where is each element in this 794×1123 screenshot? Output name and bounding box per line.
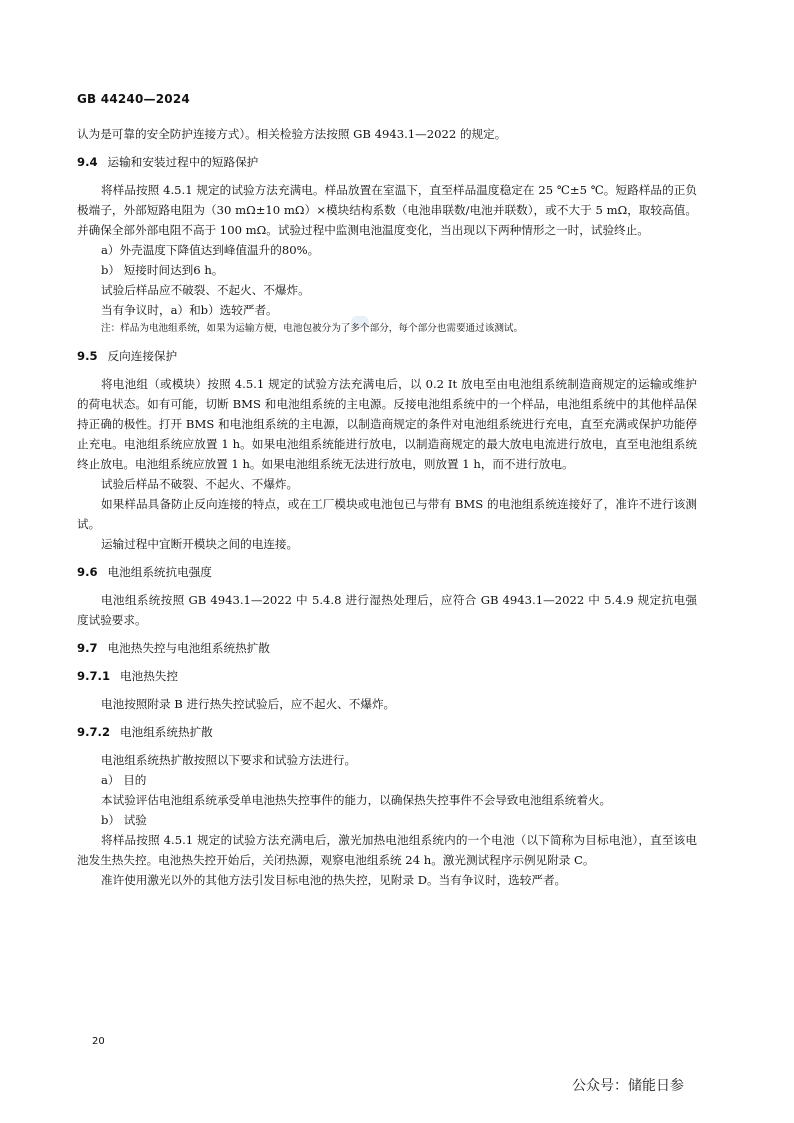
standard-code: GB 44240—2024 [77,92,190,106]
note-text: 注：样品为电池组系统，如果为运输方便，电池包被分为了多个部分，每个部分也需要通过该测试。 [101,323,524,334]
section-heading [77,722,697,742]
paragraph: 认为是可靠的安全防护连接方式）。相关检验方法按照 GB 4943.1—2022 的规定。 [77,127,507,141]
document-body [77,124,697,890]
page-number: 20 [92,1036,105,1047]
section-title: 反向连接保护 [107,349,178,363]
section-number: 9.5 [77,349,98,363]
section-number: 9.7.2 [77,725,111,739]
section-heading [77,638,697,658]
paragraph: 将样品按照 4.5.1 规定的试验方法充满电后，激光加热电池组系统内的一个电池（以下简称为目标电池），直至该电池发生热失控。电池热失控开始后，关闭热源，观察电池组系统 24 h。激光测试程序示例见附录 C。 [77,833,697,867]
section-heading [77,152,697,172]
list-item: a）外壳温度下降值达到峰值温升的80%。 [101,243,320,257]
paragraph: 准许使用激光以外的其他方法引发目标电池的热失控，见附录 D。当有争议时，选较严者。 [101,873,567,887]
paragraph: 将样品按照 4.5.1 规定的试验方法充满电。样品放置在室温下，直至样品温度稳定在 25 ℃±5 ℃。短路样品的正负极端子，外部短路电阻为（30 mΩ±10 mΩ）×模块结构系数（电池串联数/电池并联数），或不大于 5 mΩ，取较高值。并确保全部外部电阻不高于 100 mΩ。试验过程中监测电池温度变化，当出现以下两种情形之一时，试验终止。 [77,183,697,237]
section-title: 电池热失控 [120,669,178,683]
list-item: 运输过程中宜断开模块之间的电连接。 [101,537,299,551]
list-item: 试验后样品不破裂、不起火、不爆炸。 [101,477,299,491]
section-heading [77,666,697,686]
section-number: 9.7 [77,641,98,655]
paragraph: 将电池组（或模块）按照 4.5.1 规定的试验方法充满电后，以 0.2 It 放电至由电池组系统制造商规定的运输或维护的荷电状态。如有可能，切断 BMS 和电池组系统的主电源。反接电池组系统中的一个样品，电池组系统中的其他样品保持正确的极性。打开 BMS 和电池组系统的主电源，以制造商规定的条件对电池组系统进行充电，直至充满或保护功能停止充电。电池组系统应放置 1 h。如果电池组系统能进行放电，以制造商规定的最大放电电流进行放电，直至电池组系统终止放电。电池组系统应放置 1 h。如果电池组系统无法进行放电，则放置 1 h，而不进行放电。 [77,377,697,471]
paragraph: 本试验评估电池组系统承受单电池热失控事件的能力，以确保热失控事件不会导致电池组系统着火。 [101,793,612,807]
section-title: 运输和安装过程中的短路保护 [107,155,259,169]
section-heading [77,346,697,366]
paragraph: 电池组系统热扩散按照以下要求和试验方法进行。 [101,753,357,767]
list-item: 当有争议时，a）和b）选较严者。 [101,303,278,317]
paragraph: 如果样品具备防止反向连接的特点，或在工厂模块或电池包已与带有 BMS 的电池组系统连接好了，准许不进行该测试。 [77,497,697,531]
list-item: b） 试验 [101,813,147,827]
list-item: 试验后样品应不破裂、不起火、不爆炸。 [101,283,310,297]
list-item: b） 短接时间达到6 h。 [101,263,224,277]
paragraph: 电池按照附录 B 进行热失控试验后，应不起火、不爆炸。 [101,697,396,711]
section-title: 电池热失控与电池组系统热扩散 [107,641,270,655]
section-number: 9.6 [77,565,98,579]
section-heading [77,562,697,582]
list-item: a） 目的 [101,773,147,787]
watermark-text: 公众号：储能日参 [572,1078,684,1094]
section-number: 9.7.1 [77,669,111,683]
section-number: 9.4 [77,155,98,169]
section-title: 电池组系统热扩散 [120,725,213,739]
section-title: 电池组系统抗电强度 [107,565,212,579]
paragraph: 电池组系统按照 GB 4943.1—2022 中 5.4.8 进行湿热处理后，应符合 GB 4943.1—2022 中 5.4.9 规定抗电强度试验要求。 [77,593,697,627]
